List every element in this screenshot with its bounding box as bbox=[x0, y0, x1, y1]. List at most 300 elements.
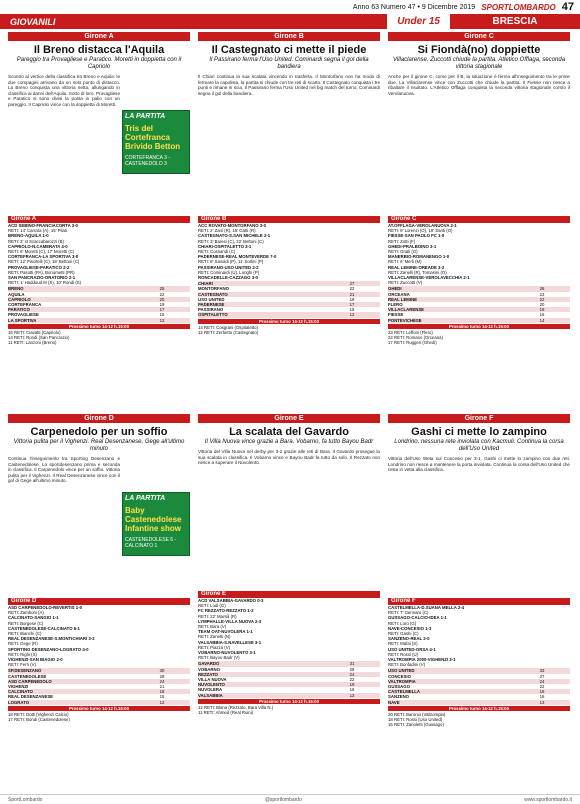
match-scorers: RETI: 9' Lorenzi (O), 19' Santi (O) bbox=[388, 228, 453, 234]
team-name: VALTROMPIA bbox=[388, 678, 416, 684]
match-scorers: RETI: Piazza (V) bbox=[198, 644, 230, 650]
team-points: 22 bbox=[159, 291, 165, 297]
match-scorers: RETI: 8' Moretti (C), 17' Moretti (C) bbox=[8, 249, 75, 255]
match-scorers: RETI: 2' Zani (R), 15' Gatti (R) bbox=[198, 228, 256, 234]
results-list bbox=[198, 223, 380, 280]
result-item bbox=[388, 265, 570, 275]
next-round bbox=[198, 319, 380, 324]
highlight-score: CORTEFRANCA 3 - CASTENEDOLO 3 bbox=[125, 155, 170, 167]
team-name: VILLA NUOVA bbox=[198, 677, 227, 683]
match-scorers: RETI: Zuccotti (V) bbox=[388, 280, 423, 286]
team-points: 17 bbox=[349, 302, 355, 308]
result-item bbox=[8, 626, 190, 636]
results-list bbox=[388, 605, 570, 667]
match-scorers: RETI: Gnali (G) bbox=[388, 249, 418, 255]
match-scorers: RETI: 7' Gennaro (C) bbox=[388, 610, 429, 616]
next-round-header: Prossimo turno 14-12 h.15:00 bbox=[198, 699, 380, 704]
match-line: RONCADELLE-CAZZAGO 3-0 bbox=[198, 275, 258, 281]
highlight-kicker: LA PARTITA bbox=[125, 495, 166, 502]
team-points: 16 bbox=[539, 694, 545, 700]
match-line: SANZENO-REAL 2-0 bbox=[388, 636, 430, 642]
team-points: 19 bbox=[349, 682, 355, 688]
match-line: CAPRIOLO-N.CAMERATA 4-0 bbox=[8, 243, 68, 249]
match-line: BRENO-AQUILA 1-0 bbox=[8, 233, 49, 239]
result-item bbox=[8, 265, 190, 275]
team-name: PROVAGLIESE bbox=[8, 312, 39, 318]
match-scorers: RETI: Zanetti (N) bbox=[198, 634, 231, 640]
team-points: 27 bbox=[539, 673, 545, 679]
match-line: CASTENEDOLESE-CALCINATO 6-1 bbox=[8, 625, 80, 631]
team-name: VIGHENZI bbox=[8, 684, 29, 690]
standings-table bbox=[198, 281, 380, 317]
result-item bbox=[8, 244, 190, 254]
match-scorers: RETI: Cossandi (C) bbox=[198, 249, 236, 255]
scorer-line: 11 RETI: Lanzoni (Breno) bbox=[8, 340, 57, 346]
highlight-kicker: LA PARTITA bbox=[125, 113, 166, 120]
girone-label: Girone C bbox=[388, 32, 570, 41]
article-subtitle: Villaclarense, Zuccotti chiude la partita. Atletico Offlaga, seconda vittoria stagionale bbox=[392, 57, 566, 70]
match-highlight-box bbox=[122, 492, 190, 556]
team-name: ORCEANA bbox=[388, 291, 410, 297]
team-points: 18 bbox=[539, 307, 545, 313]
result-item bbox=[198, 650, 380, 660]
article-headline: La scalata del Gavardo bbox=[229, 426, 349, 438]
team-points: 14 bbox=[539, 317, 545, 323]
scorer-line: 16 RETI: Ciavatti (Capriolo) bbox=[8, 330, 61, 336]
result-item bbox=[198, 233, 380, 243]
team-name: CALCINATO bbox=[8, 689, 33, 695]
team-points: 24 bbox=[539, 678, 545, 684]
standings-table bbox=[8, 286, 190, 322]
result-item bbox=[8, 657, 190, 667]
table-row bbox=[198, 312, 380, 317]
article-headline: Gashi ci mette lo zampino bbox=[411, 426, 547, 438]
result-item bbox=[388, 244, 570, 254]
result-item bbox=[388, 626, 570, 636]
team-name: PADERNESE bbox=[198, 302, 225, 308]
result-item bbox=[388, 254, 570, 264]
match-scorers: RETI: 14' Carrara (A), 15' Pilati bbox=[8, 228, 67, 234]
girone-column bbox=[8, 414, 190, 722]
result-item bbox=[198, 598, 380, 608]
team-points: 15 bbox=[159, 312, 165, 318]
team-points: 12 bbox=[159, 699, 165, 705]
team-points: 22 bbox=[349, 286, 355, 292]
match-line: FIESSE-SAN PAOLO FC 1-0 bbox=[388, 233, 445, 239]
results-list bbox=[8, 223, 190, 285]
team-name: FLERO bbox=[388, 302, 403, 308]
match-scorers: RETI: Gege (R) bbox=[8, 641, 38, 647]
scorer-line: 17 RETI: Bondi (Castenedolese) bbox=[8, 717, 70, 723]
match-scorers: RETI: Zotti (F) bbox=[388, 238, 416, 244]
match-scorers: RETI: 8' Savoldi (P), 11' Sorlini (P) bbox=[198, 259, 264, 265]
result-item bbox=[388, 275, 570, 285]
scorer-line: 12 RETI: Zerbetto (Castegnato) bbox=[198, 330, 259, 336]
match-scorers: RETI: 1' Haddoud M (S), 10' Rondi (S) bbox=[8, 280, 82, 286]
match-line: GHEDI-PRALBOINO 3-1 bbox=[388, 243, 437, 249]
team-points: 19 bbox=[539, 689, 545, 695]
scorer-line: 15 RETI: Zanoletti (Gussago) bbox=[388, 722, 444, 728]
next-round-header: Prossimo turno 14-12 h.15:00 bbox=[8, 706, 190, 711]
team-points: 21 bbox=[349, 291, 355, 297]
highlight-score: CASTENEDOLESE 6 - CALCINATO 1 bbox=[125, 537, 177, 549]
match-scorers: RETI: 12' Piscitelli (C), 18' Bettoni (C) bbox=[8, 259, 80, 265]
match-line: VALTROMPIA 2000-VIGHENZI 3-1 bbox=[388, 657, 456, 663]
team-name: LOGRATO bbox=[8, 699, 30, 705]
scorer-line: 20 RETI: Baronio (Valtrompia) bbox=[388, 712, 446, 718]
standings-table bbox=[388, 286, 570, 322]
article-headline: Il Breno distacca l'Aquila bbox=[33, 44, 165, 56]
match-line: SPORTING DESENZANO-LOGRATO 4-0 bbox=[8, 646, 89, 652]
match-line: PROVAGLIESE-PARATICO 2-2 bbox=[8, 264, 70, 270]
match-line: CALCINATO-SANGIO 1-1 bbox=[8, 615, 59, 621]
team-points: 31 bbox=[349, 661, 355, 667]
match-scorers: RETI: 22' Marsili (R) bbox=[198, 613, 237, 619]
article-body: Anche per il girone C, come per il B, la situazione è ferma all'inseguimento tra le prime due. La Villaclarense vince con Zuccotti che chiude la partita. Il Fiesse non riesce a ribaltare il risultato. L'Atletico Offlaga conquista la seconda vittoria stagionale contro il Verolanuova. bbox=[388, 74, 570, 96]
match-line: SAN PANCRAZIO-ORATORIO 2-1 bbox=[8, 275, 76, 281]
team-points: 15 bbox=[159, 694, 165, 700]
team-points: 24 bbox=[349, 671, 355, 677]
section-left: GIOVANILI bbox=[0, 14, 387, 29]
page-footer bbox=[0, 794, 580, 804]
team-name: REAL DESENZANESE bbox=[8, 694, 54, 700]
next-round bbox=[388, 324, 570, 329]
top-scorers bbox=[198, 325, 380, 335]
team-name: GUSSAGO bbox=[388, 684, 410, 690]
team-name: NUVOLERA bbox=[198, 687, 223, 693]
match-line: ACC ROVATO-MONTORFANO 3-0 bbox=[198, 223, 266, 228]
highlight-title: Baby Castenedolese Infantine show bbox=[125, 506, 182, 533]
scorer-line: 11 RETI: Ahmed (Real Ruini) bbox=[198, 710, 254, 716]
next-round bbox=[8, 324, 190, 329]
team-name: VALSABBIA bbox=[198, 692, 223, 698]
match-line: NAVE-CONCESIO 1-3 bbox=[388, 625, 432, 631]
match-line: VILLACLARENSE-VEROLAVECCHIA 2-1 bbox=[388, 275, 470, 281]
team-name: GAVARDO bbox=[198, 661, 220, 667]
result-item bbox=[8, 605, 190, 615]
team-name: CASTELMELLA bbox=[388, 689, 420, 695]
team-name: CHIARI bbox=[198, 281, 213, 287]
match-line: VOBARNO-NUVOLENTO 3-1 bbox=[198, 650, 256, 656]
highlight-title: Tris del Cortefranca Brivido Betton bbox=[125, 124, 181, 151]
results-list bbox=[198, 598, 380, 660]
scorer-line: 18 RETI: Rossi (Uso United) bbox=[388, 717, 443, 723]
match-line: PADERNESE-REAL MONTEVERDE 7-0 bbox=[198, 254, 277, 260]
scorer-line: 23 RETI: Leffoni (Flero) bbox=[388, 330, 433, 336]
scorer-line: 12 RETI: Blana (Rezzato, Bara Villa N.) bbox=[198, 705, 274, 711]
bottom-section bbox=[0, 414, 580, 792]
match-line: LYMPHALLE-VILLA NUOVA 2-3 bbox=[198, 618, 262, 624]
girone-column bbox=[198, 32, 380, 335]
team-name: BRENO bbox=[8, 286, 24, 292]
team-name: ASD CARPENEDOLO bbox=[8, 678, 52, 684]
team-points: 20 bbox=[539, 302, 545, 308]
top-scorers bbox=[388, 330, 570, 346]
match-highlight-box bbox=[122, 110, 190, 174]
team-points: 23 bbox=[539, 291, 545, 297]
table-row bbox=[388, 318, 570, 323]
match-scorers: RETI: 3' Baresi (C), 22' Bettoni (C) bbox=[198, 238, 264, 244]
team-name: CASTENEDOLESE bbox=[8, 673, 47, 679]
team-points: 22 bbox=[539, 684, 545, 690]
result-item bbox=[8, 615, 190, 625]
next-round bbox=[388, 706, 570, 711]
top-section bbox=[0, 32, 580, 412]
team-points: 20 bbox=[159, 296, 165, 302]
top-scorers bbox=[198, 705, 380, 715]
result-item bbox=[388, 223, 570, 233]
team-name: AQUILA bbox=[8, 291, 25, 297]
table-row bbox=[388, 700, 570, 705]
magazine-logo: SPORTLOMBARDO bbox=[481, 2, 556, 12]
next-round bbox=[8, 706, 190, 711]
result-item bbox=[8, 636, 190, 646]
results-header: Girone B bbox=[198, 216, 380, 223]
article-body: Il Chiari continua la sua scalata vincendo in trasferta. Il Montorfano non ha modo di fermare la capolista, la partita si chiude con tre reti di scarto. Il Castegnato conquista i tre punti e rimane in scia. Il Passirano ferma l'Uso United nel big match del turno, Cominardi segna il gol della bandiera. bbox=[198, 74, 380, 96]
table-row bbox=[198, 693, 380, 698]
team-points: 33 bbox=[539, 668, 545, 674]
article-body: Scontro al vertice della classifica tra Breno e Aquila: le due compagini arrivano da un solo punto di distacco. La Breno conquista una vittoria netta, allungando in classifica ai danni dell'Aquila. Sotto di loro, Provagliese e Paratico si sono divisi la posta in palio con un pareggio. Il Capriolo vince con la doppietta di Moretti. bbox=[8, 74, 120, 107]
results-list bbox=[388, 223, 570, 285]
article-headline: Il Castegnato ci mette il piede bbox=[211, 44, 367, 56]
match-scorers: RETI: Righi (S) bbox=[8, 651, 37, 657]
team-points: 19 bbox=[159, 302, 165, 308]
article-subtitle: Pareggio tra Provagliese e Paratico. Moretti in doppietta con il Capriolo bbox=[16, 57, 182, 70]
match-scorers: RETI: Bonfadini (V) bbox=[388, 662, 426, 668]
match-line: CASTEGNATO-S.SAN MICHELE 2-1 bbox=[198, 233, 271, 239]
result-item bbox=[198, 629, 380, 639]
match-scorers: RETI: Bayou Badr (V) bbox=[198, 655, 240, 661]
top-scorers bbox=[8, 330, 190, 346]
result-item bbox=[198, 223, 380, 233]
team-name: CORTEFRANCA bbox=[8, 302, 42, 308]
next-round-header: Prossimo turno 14-12 h.15:00 bbox=[8, 324, 190, 329]
article-headline: Si Fiondà(no) doppiette bbox=[417, 44, 541, 56]
team-name: PASSIRANO bbox=[198, 307, 224, 313]
team-name: USO UNITED bbox=[388, 668, 415, 674]
scorer-line: 18 RETI: Dotti (Vighenzi Calcio) bbox=[8, 712, 69, 718]
article-subtitle: Il Passirano ferma l'Uso United. Cominardi segna il gol della bandiera bbox=[209, 57, 369, 70]
girone-column bbox=[388, 414, 570, 728]
match-scorers: RETI: 2' st Scaccabarozzi (B) bbox=[8, 238, 64, 244]
team-name: SANZENO bbox=[388, 694, 410, 700]
match-line: PASSIRANO-USO UNITED 2-2 bbox=[198, 264, 259, 270]
match-scorers: RETI: Cominardi (U), Longhi (P) bbox=[198, 269, 260, 275]
girone-label: Girone F bbox=[388, 414, 570, 423]
next-round-header: Prossimo turno 14-12 h.15:00 bbox=[388, 324, 570, 329]
next-round-header: Prossimo turno 14-12 h.15:00 bbox=[198, 319, 380, 324]
section-right: BRESCIA bbox=[450, 14, 580, 29]
match-scorers: RETI: Mafai (S) bbox=[388, 641, 418, 647]
match-scorers: RETI: Zanelli (R), Tomasini (O) bbox=[388, 269, 447, 275]
section-mid: Under 15 bbox=[387, 14, 450, 29]
match-line: FC REZZATO-REZZATO 1-2 bbox=[198, 608, 254, 614]
issue-info: Anno 63 Numero 47 • 9 Dicembre 2019 bbox=[352, 3, 476, 11]
match-scorers: RETI: Loro (G) bbox=[388, 620, 417, 626]
team-points: 26 bbox=[539, 286, 545, 292]
table-row bbox=[8, 318, 190, 323]
team-name: NAVE bbox=[388, 699, 400, 705]
match-scorers: RETI: Gashi (C) bbox=[388, 631, 419, 637]
article-body: Vittoria del Villa Nuova nel derby per 3-2 grazie alle reti di Bara. Il Gavardo prosegue la sua scalata in classifica. Il Vobarno vince e Bayou Badr fa tutto da solo. Il Rezzato non riesce a superare il Nuvolento. bbox=[198, 449, 380, 466]
scorer-line: 14 RETI: Cosgrani (Ospitaletto) bbox=[198, 324, 258, 330]
team-name: FIESSE bbox=[388, 312, 404, 318]
table-row bbox=[8, 700, 190, 705]
results-header: Girone C bbox=[388, 216, 570, 223]
match-line: CHIARI-OSPITALETTO 3-1 bbox=[198, 243, 252, 249]
team-points: 19 bbox=[349, 296, 355, 302]
girone-column bbox=[388, 32, 570, 346]
match-line: CORTEFRANCA-LA SPORTIVA 3-0 bbox=[8, 254, 79, 260]
team-name: GHEDI bbox=[388, 286, 402, 292]
match-line: ACD SEBINO-FRANCIACORTA 3-0 bbox=[8, 223, 78, 228]
article-headline: Carpenedolo per un soffio bbox=[30, 426, 168, 438]
result-item bbox=[198, 640, 380, 650]
team-name: CASTEGNATO bbox=[198, 291, 228, 297]
team-name: REAL LEMINE bbox=[388, 296, 418, 302]
result-item bbox=[8, 275, 190, 285]
match-line: MANERBIO-ROMANENGO 1-0 bbox=[388, 254, 450, 260]
match-scorers: RETI: Pasotti (PA), Bonometti (PR) bbox=[8, 269, 75, 275]
girone-column bbox=[8, 32, 190, 346]
article-subtitle: Londrino, nessuna rete inviolata con Kacmuli. Continua la corsa dell'Uso United bbox=[394, 439, 564, 452]
match-scorers: RETI: Borgese (C) bbox=[8, 620, 44, 626]
result-item bbox=[388, 233, 570, 243]
match-line: VIGHENZI-SAN BIAGIO 2-0 bbox=[8, 657, 63, 663]
team-name: REZZATO bbox=[198, 671, 218, 677]
next-round-header: Prossimo turno 14-12 h.15:00 bbox=[388, 706, 570, 711]
result-item bbox=[198, 254, 380, 264]
result-item bbox=[388, 657, 570, 667]
match-scorers: RETI: Ferri (V) bbox=[8, 662, 36, 668]
result-item bbox=[388, 647, 570, 657]
article-subtitle: Il Villa Nuova vince grazie a Bara. Vobarno, fa tutto Bayou Badr bbox=[204, 439, 374, 445]
results-header: Girone A bbox=[8, 216, 190, 223]
top-bar bbox=[0, 0, 580, 14]
result-item bbox=[8, 647, 190, 657]
page-number: 47 bbox=[561, 1, 574, 13]
standings-table bbox=[388, 668, 570, 704]
footer-right: www.sportlombardo.it bbox=[524, 796, 572, 803]
team-name: VILLACLARENSE bbox=[388, 307, 425, 313]
match-scorers: RETI: Rossi (U) bbox=[388, 651, 419, 657]
team-name: OSPITALETTO bbox=[198, 312, 228, 318]
team-name: PONTEVICHESE bbox=[388, 317, 422, 323]
match-scorers: RETI: Bara (V) bbox=[198, 624, 227, 630]
team-name: LA SPORTIVA bbox=[8, 317, 37, 323]
team-points: 30 bbox=[159, 668, 165, 674]
team-points: 13 bbox=[539, 699, 545, 705]
scorer-line: 22 RETI: Romano (Orceana) bbox=[388, 335, 443, 341]
team-name: PARATICO bbox=[8, 307, 30, 313]
team-name: CONCESIO bbox=[388, 673, 411, 679]
team-points: 17 bbox=[159, 307, 165, 313]
section-band bbox=[0, 14, 580, 29]
team-name: USO UNITED bbox=[198, 296, 225, 302]
girone-column bbox=[198, 414, 380, 715]
article-body: Continua l'inseguimento tra Sporting Desenzano e Castenedolese. Lo sportdesenzano prima e seconda in classifica. Il Carpenedolo vince per un soffio. Vittoria pulita per il Vighenzi. Il Real Desenzanese vince con il gol di Gege all'ultimo minuto. bbox=[8, 456, 120, 484]
match-scorers: RETI: Zamboni (A) bbox=[8, 610, 44, 616]
team-points: 15 bbox=[349, 307, 355, 313]
match-line: CASTELMELLA-D.SUANA MELLA 2-4 bbox=[388, 605, 465, 610]
team-points: 25 bbox=[159, 286, 165, 292]
footer-mid: @sportlombardo bbox=[264, 796, 302, 803]
next-round bbox=[198, 699, 380, 704]
match-line: REAL LEMINE-OREADE 3-2 bbox=[388, 264, 445, 270]
article-body: Vittoria dell'Uso Weta sul Concesio per 3-1. Gashi ci mette lo zampino con due reti. Londrino non riesce a mantenere la porta inviolata. Continua la corsa dell'Uso United che resta in vetta alla classifica. bbox=[388, 456, 570, 473]
team-points: 21 bbox=[159, 684, 165, 690]
team-points: 18 bbox=[159, 689, 165, 695]
match-line: VALSABBIA-S.NAVELLESE 3-1 bbox=[198, 639, 262, 645]
match-line: USO UNITED-ORSA 4-1 bbox=[388, 646, 436, 652]
team-points: 13 bbox=[349, 692, 355, 698]
result-item bbox=[388, 636, 570, 646]
result-item bbox=[8, 233, 190, 243]
team-name: SP.DESENZANO bbox=[8, 668, 42, 674]
result-item bbox=[198, 275, 380, 280]
match-scorers: RETI: Lodi (G) bbox=[198, 603, 226, 609]
result-item bbox=[388, 605, 570, 615]
article-subtitle: Vittoria pulita per il Vighenzi. Real Desenzanese, Gege all'ultimo minuto bbox=[13, 439, 185, 452]
team-name: CAPRIOLO bbox=[8, 296, 31, 302]
girone-label: Girone D bbox=[8, 414, 190, 423]
standings-table bbox=[198, 661, 380, 697]
match-line: ACD VALSABBIA-GAVARDO 0-3 bbox=[198, 598, 264, 603]
top-scorers bbox=[388, 712, 570, 728]
top-scorers bbox=[8, 712, 190, 722]
team-name: VOBARNO bbox=[198, 666, 220, 672]
results-header: Girone F bbox=[388, 598, 570, 605]
result-item bbox=[198, 608, 380, 618]
girone-label: Girone B bbox=[198, 32, 380, 41]
team-points: 16 bbox=[539, 312, 545, 318]
footer-left: SportLombardo bbox=[8, 796, 43, 803]
team-points: 22 bbox=[539, 296, 545, 302]
result-item bbox=[198, 619, 380, 629]
result-item bbox=[8, 254, 190, 264]
team-points: 12 bbox=[349, 312, 355, 318]
result-item bbox=[8, 223, 190, 233]
results-header: Girone D bbox=[8, 598, 190, 605]
scorer-line: 17 RETI: Ruggeri (Ghedi) bbox=[388, 340, 437, 346]
team-name: NUVOLENTO bbox=[198, 682, 225, 688]
results-list bbox=[8, 605, 190, 667]
scorer-line: 14 RETI: Rondi (San Pancrazio) bbox=[8, 335, 70, 341]
team-points: 12 bbox=[159, 317, 165, 323]
match-scorers: RETI: Bianchi (C) bbox=[8, 631, 42, 637]
team-points: 28 bbox=[349, 666, 355, 672]
team-points: 27 bbox=[349, 281, 355, 287]
match-line: GUSSAGO-CALCIO-IDEA 1-1 bbox=[388, 615, 447, 621]
result-item bbox=[198, 265, 380, 275]
match-line: ASD CARPENEDOLO-REVERTIS 1-0 bbox=[8, 605, 83, 610]
match-line: AT.OFFLAGA-VEROLANUOVA 2-1 bbox=[388, 223, 457, 228]
result-item bbox=[198, 244, 380, 254]
standings-table bbox=[8, 668, 190, 704]
results-header: Girone E bbox=[198, 591, 380, 598]
match-scorers: RETI: 6' Merli (M) bbox=[388, 259, 422, 265]
match-line: REAL DESENZANESE-S.MONTICHIARI 3-2 bbox=[8, 636, 95, 642]
girone-label: Girone A bbox=[8, 32, 190, 41]
team-points: 22 bbox=[349, 677, 355, 683]
result-item bbox=[388, 615, 570, 625]
team-points: 24 bbox=[159, 678, 165, 684]
team-points: 28 bbox=[159, 673, 165, 679]
match-line: TEAM OAT-NUVOLERA 1-1 bbox=[198, 629, 253, 635]
team-name: MONTORFANO bbox=[198, 286, 229, 292]
girone-label: Girone E bbox=[198, 414, 380, 423]
team-points: 16 bbox=[349, 687, 355, 693]
